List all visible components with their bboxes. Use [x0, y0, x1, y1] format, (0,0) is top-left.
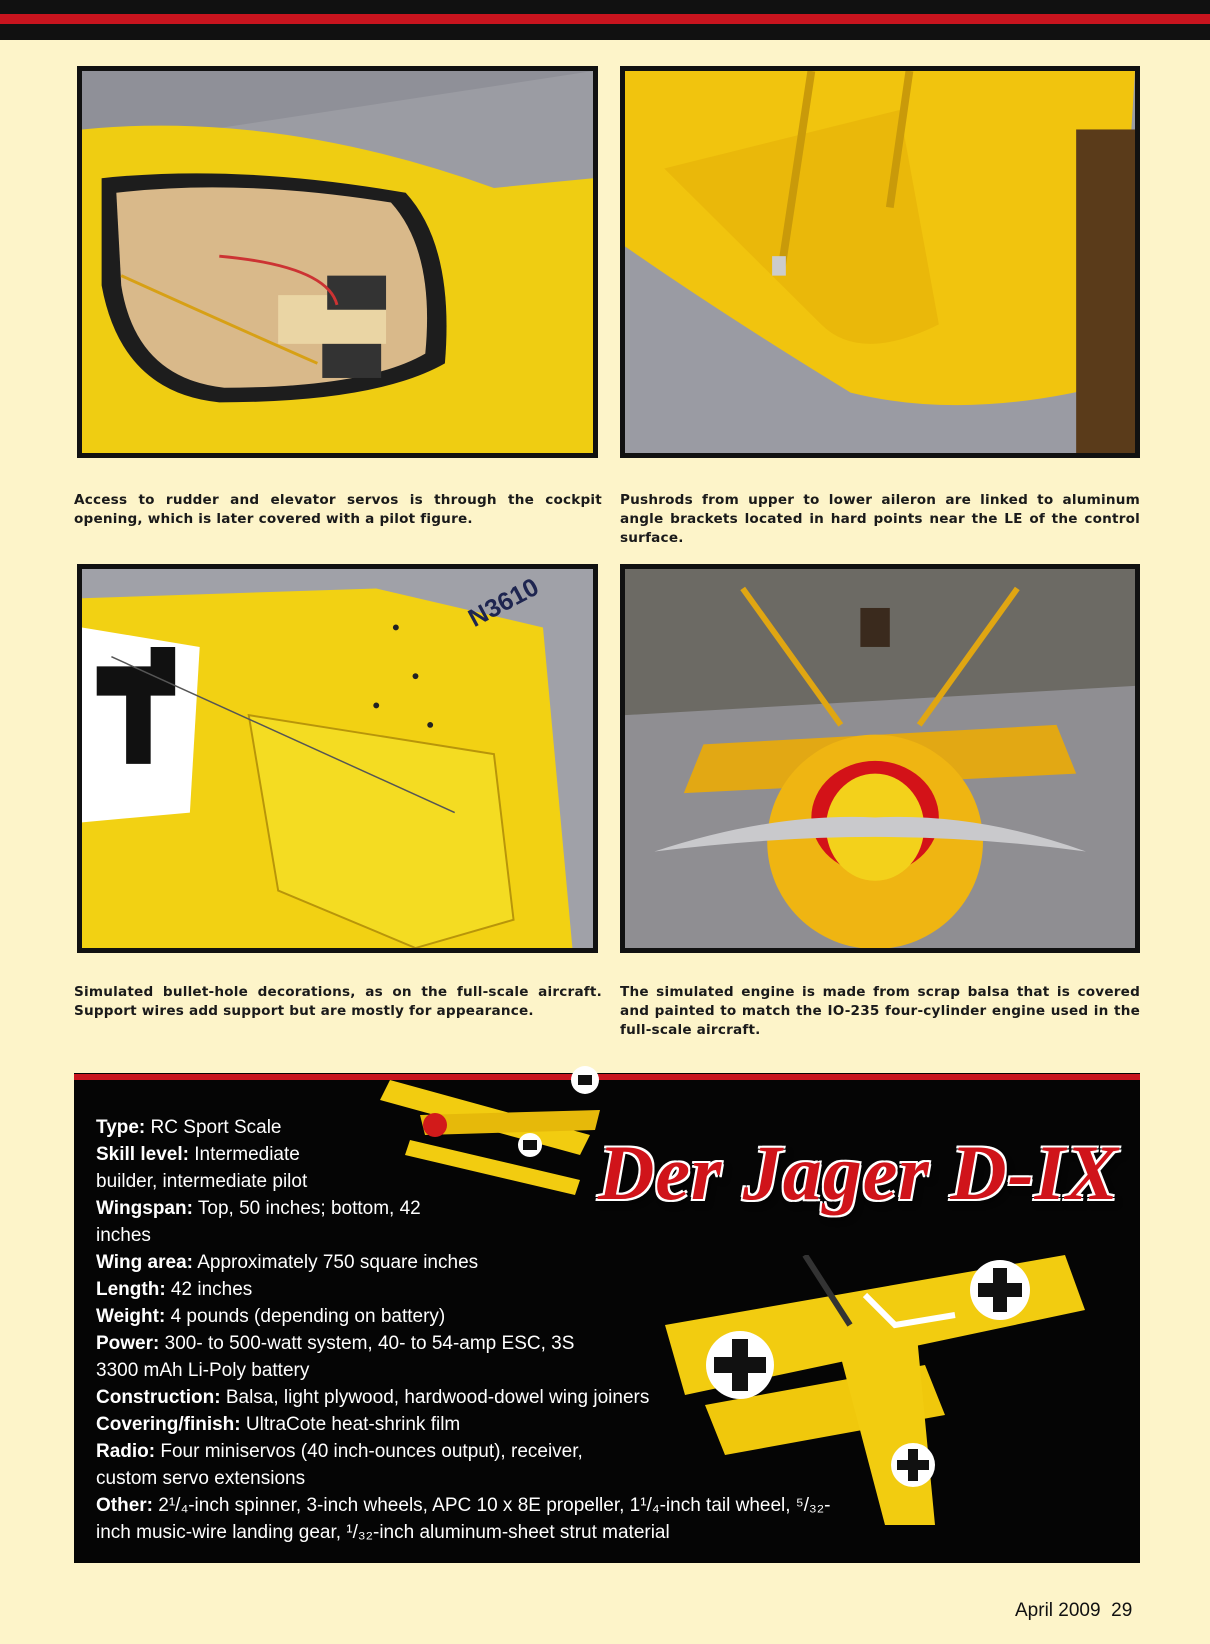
spec-weight: Weight: 4 pounds (depending on battery) [96, 1306, 446, 1327]
spec-skill-level: Skill level: Intermediate builder, intermediate pilot [96, 1144, 308, 1192]
caption-aileron-pushrods: Pushrods from upper to lower aileron are linked to aluminum angle brackets located in hard points near the LE of the control surface. [620, 492, 1140, 546]
spec-construction: Construction: Balsa, light plywood, hardwood-dowel wing joiners [96, 1387, 650, 1408]
photo-cockpit-servos [77, 66, 598, 458]
page-footer [1015, 1600, 1132, 1622]
photo-simulated-engine [620, 564, 1140, 953]
spec-length: Length: 42 inches [96, 1279, 253, 1300]
photo-tail-bullet-holes [77, 564, 598, 953]
top-border-black-lower [0, 24, 1210, 40]
footer-page-number: 29 [1111, 1600, 1133, 1621]
model-title: Der Jager D-IX [598, 1129, 1119, 1216]
caption-cockpit-servos: Access to rudder and elevator servos is through the cockpit opening, which is later covered with a pilot figure. [74, 492, 602, 527]
spec-other: Other: 2¹/₄-inch spinner, 3-inch wheels, APC 10 x 8E propeller, 1¹/₄-inch tail wheel, ⁵/₃₂-inch music-wire landing gear, ¹/₃₂-inch aluminum-sheet strut material [96, 1495, 831, 1543]
caption-bullet-holes: Simulated bullet-hole decorations, as on the full-scale aircraft. Support wires add support but are mostly for appearance. [74, 984, 602, 1019]
top-border-black [0, 0, 1210, 14]
spec-covering-finish: Covering/finish: UltraCote heat-shrink film [96, 1414, 461, 1435]
photo-aileron-pushrods [620, 66, 1140, 458]
spec-wingspan: Wingspan: Top, 50 inches; bottom, 42 inches [96, 1198, 421, 1246]
spec-type: Type: RC Sport Scale [96, 1117, 282, 1138]
top-border-red [0, 14, 1210, 24]
spec-wing-area: Wing area: Approximately 750 square inches [96, 1252, 479, 1273]
spec-list [96, 1114, 856, 1546]
spec-radio: Radio: Four miniservos (40 inch-ounces output), receiver, custom servo extensions [96, 1441, 583, 1489]
spec-power: Power: 300- to 500-watt system, 40- to 54-amp ESC, 3S 3300 mAh Li-Poly battery [96, 1333, 575, 1381]
footer-issue: April 2009 [1015, 1600, 1101, 1621]
caption-simulated-engine: The simulated engine is made from scrap balsa that is covered and painted to match the IO-235 four-cylinder engine used in the full-scale aircraft. [620, 984, 1140, 1038]
tail-registration: N3610 [463, 573, 544, 633]
